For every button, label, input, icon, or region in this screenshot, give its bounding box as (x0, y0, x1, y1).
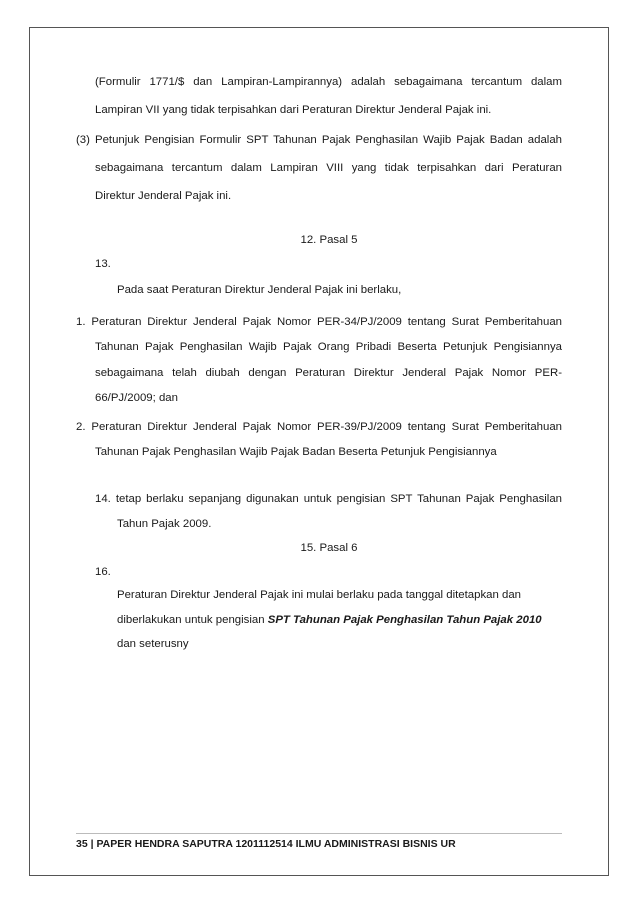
body-line: Tahunan Pajak Penghasilan Wajib Pajak Orang Pribadi Beserta Petunjuk Pengisiannya (95, 341, 562, 353)
body-line: Pada saat Peraturan Direktur Jenderal Pajak ini berlaku, (117, 284, 402, 296)
list-item: 2. Peraturan Direktur Jenderal Pajak Nomor PER-39/PJ/2009 tentang Surat Pemberitahuan (76, 421, 562, 433)
body-line: Lampiran VII yang tidak terpisahkan dari Peraturan Direktur Jenderal Pajak ini. (95, 104, 492, 116)
body-line: Peraturan Direktur Jenderal Pajak ini mulai berlaku pada tanggal ditetapkan dan (117, 589, 521, 601)
section-heading: 12. Pasal 5 (300, 234, 358, 246)
body-line: Tahunan Pajak Penghasilan Wajib Pajak Badan Beserta Petunjuk Pengisiannya (95, 446, 497, 458)
list-number: 13. (95, 258, 111, 270)
body-line: 66/PJ/2009; dan (95, 392, 178, 404)
page-footer: 35 | PAPER HENDRA SAPUTRA 1201112514 ILMU ADMINISTRASI BISNIS UR (76, 838, 456, 850)
body-line (117, 613, 542, 627)
footer-rule (76, 833, 562, 834)
item-3-line: (3) Petunjuk Pengisian Formulir SPT Tahunan Pajak Penghasilan Wajib Pajak Badan adalah (76, 134, 562, 146)
section-heading: 15. Pasal 6 (300, 542, 358, 554)
list-item: 1. Peraturan Direktur Jenderal Pajak Nomor PER-34/PJ/2009 tentang Surat Pemberitahuan (76, 316, 562, 328)
body-line: sebagaimana tercantum dalam Lampiran VIII yang tidak terpisahkan dari Peraturan (95, 162, 562, 174)
body-line: dan seterusny (117, 638, 189, 650)
body-line: (Formulir 1771/$ dan Lampiran-Lampirannya) adalah sebagaimana tercantum dalam (95, 76, 562, 88)
body-text: diberlakukan untuk pengisian (117, 614, 268, 626)
list-number: 16. (95, 566, 111, 578)
body-line: Direktur Jenderal Pajak ini. (95, 190, 232, 202)
list-item: 14. tetap berlaku sepanjang digunakan untuk pengisian SPT Tahunan Pajak Penghasilan (95, 493, 562, 505)
body-line: sebagaimana telah diubah dengan Peraturan Direktur Jenderal Pajak Nomor PER- (95, 367, 562, 379)
emphasis-text: SPT Tahunan Pajak Penghasilan Tahun Pajak 2010 (267, 614, 542, 626)
body-line: Tahun Pajak 2009. (117, 518, 212, 530)
